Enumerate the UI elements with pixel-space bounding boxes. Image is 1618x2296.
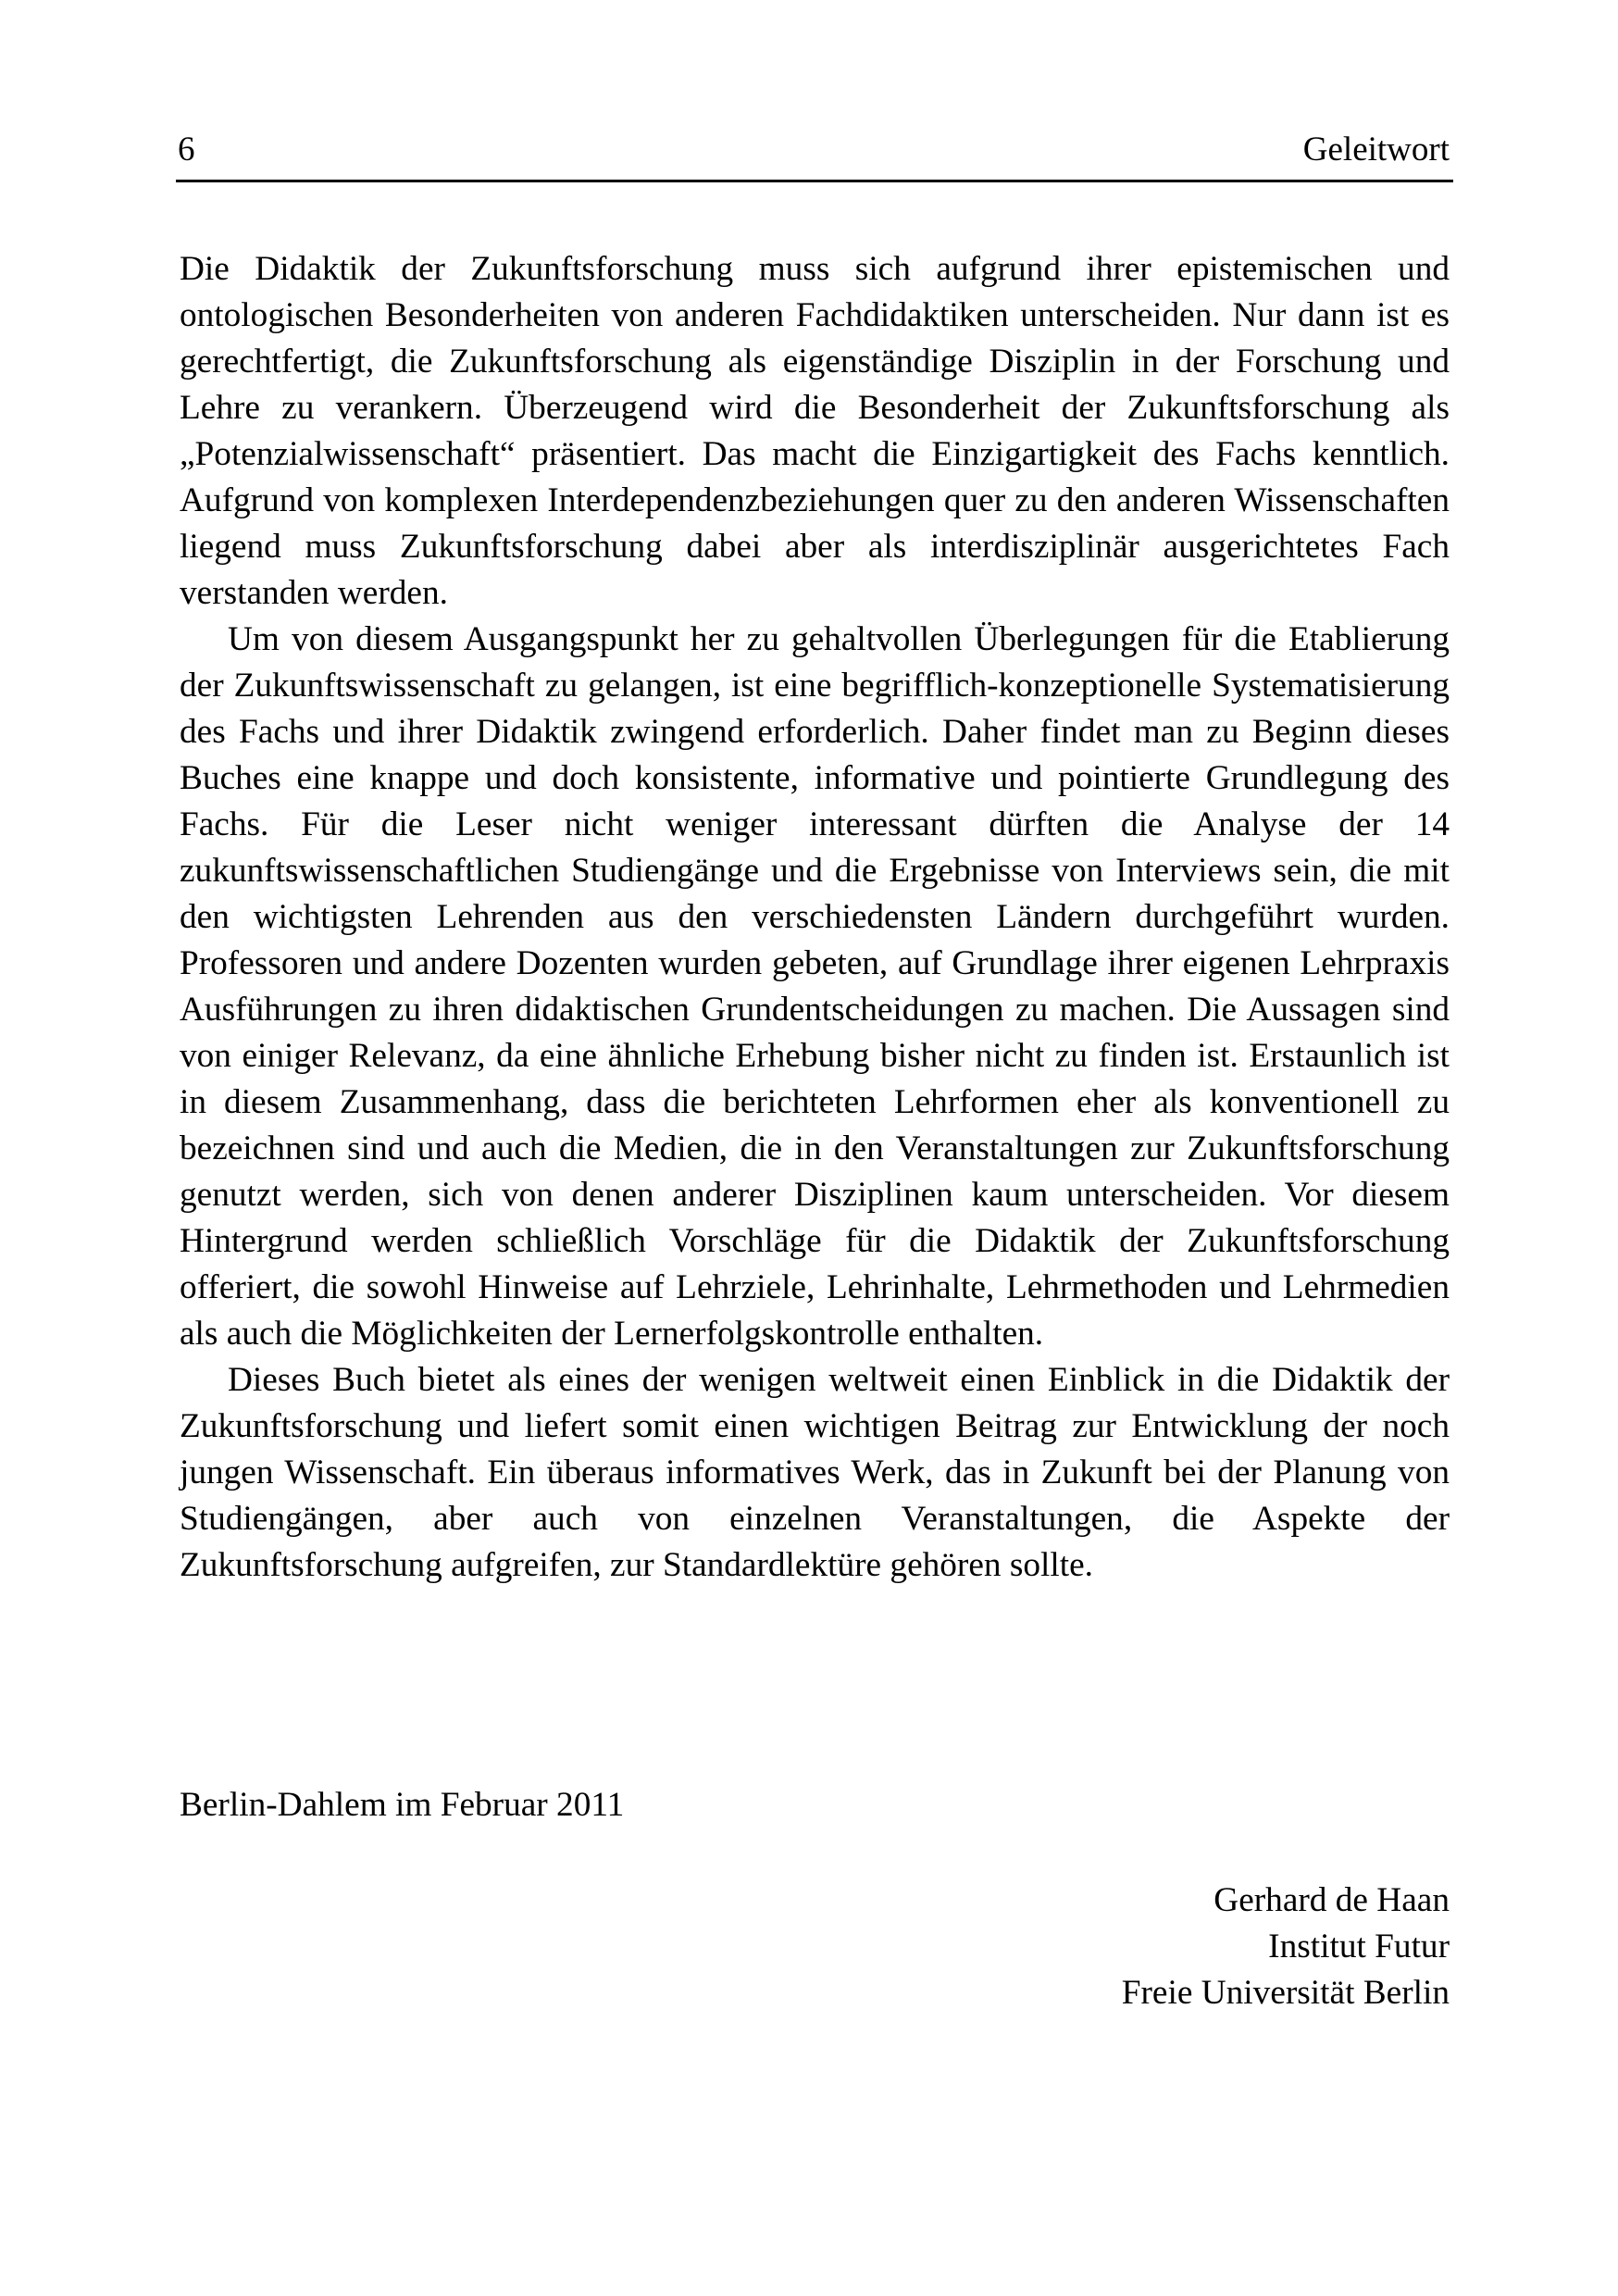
author-institute: Institut Futur <box>1268 1928 1450 1965</box>
running-header <box>176 128 1453 182</box>
author-university: Freie Universität Berlin <box>1121 1974 1450 2012</box>
paragraph-2: Um von diesem Ausgangspunkt her zu gehaltvollen Überlegungen für die Etablierung der Zukunftswissenschaft zu gelangen, ist eine begrifflich-konzeptionelle Systematisierung des Fachs und ihrer Didaktik zwingend erforderlich. Daher findet man zu Beginn dieses Buches eine knappe und doch konsistente, informative und pointierte Grundlegung des Fachs. Für die Leser nicht weniger interessant dürften die Analyse der 14 zukunftswissenschaftlichen Studiengänge und die Ergebnisse von Interviews sein, die mit den wichtigsten Lehrenden aus den verschiedensten Ländern durchgeführt wurden. Professoren und andere Dozenten wurden gebeten, auf Grundlage ihrer eigenen Lehrpraxis Ausführungen zu ihren didaktischen Grundentscheidungen zu machen. Die Aussagen sind von einiger Relevanz, da eine ähnliche Erhebung bisher nicht zu finden ist. Erstaunlich ist in diesem Zusammenhang, dass die berichteten Lehrformen eher als konventionell zu bezeichnen sind und auch die Medien, die in den Veranstaltungen zur Zukunftsforschung genutzt werden, sich von denen anderer Disziplinen kaum unterscheiden. Vor diesem Hintergrund werden schließlich Vorschläge für die Didaktik der Zukunftsforschung offeriert, die sowohl Hinweise auf Lehrziele, Lehrinhalte, Lehrmethoden und Lehrmedien als auch die Möglichkeiten der Lernerfolgskontrolle enthalten. <box>180 620 1450 1353</box>
place-date: Berlin-Dahlem im Februar 2011 <box>180 1786 625 1824</box>
author-name: Gerhard de Haan <box>1214 1881 1450 1919</box>
paragraph-1: Die Didaktik der Zukunftsforschung muss sich aufgrund ihrer epistemischen und ontologischen Besonderheiten von anderen Fachdidaktiken unterscheiden. Nur dann ist es gerechtfertigt, die Zukunftsforschung als eigenständige Disziplin in der Forschung und Lehre zu verankern. Überzeugend wird die Besonderheit der Zukunftsforschung als „Potenzialwissenschaft“ präsentiert. Das macht die Einzigartigkeit des Fachs kenntlich. Aufgrund von komplexen Interdependenzbeziehungen quer zu den anderen Wissenschaften liegend muss Zukunftsforschung dabei aber als interdisziplinär ausgerichtetes Fach verstanden werden. <box>180 250 1450 612</box>
running-title: Geleitwort <box>1302 131 1450 168</box>
paragraph-3: Dieses Buch bietet als eines der wenigen weltweit einen Einblick in die Didaktik der Zukunftsforschung und liefert somit einen wichtigen Beitrag zur Entwicklung der noch jungen Wissenschaft. Ein überaus informatives Werk, das in Zukunft bei der Planung von Studiengängen, aber auch von einzelnen Veranstaltungen, die Aspekte der Zukunftsforschung aufgreifen, zur Standardlektüre gehören sollte. <box>180 1361 1450 1584</box>
body-text <box>180 246 1450 1589</box>
page-number: 6 <box>178 131 195 168</box>
signature-block <box>1122 1878 1450 2016</box>
